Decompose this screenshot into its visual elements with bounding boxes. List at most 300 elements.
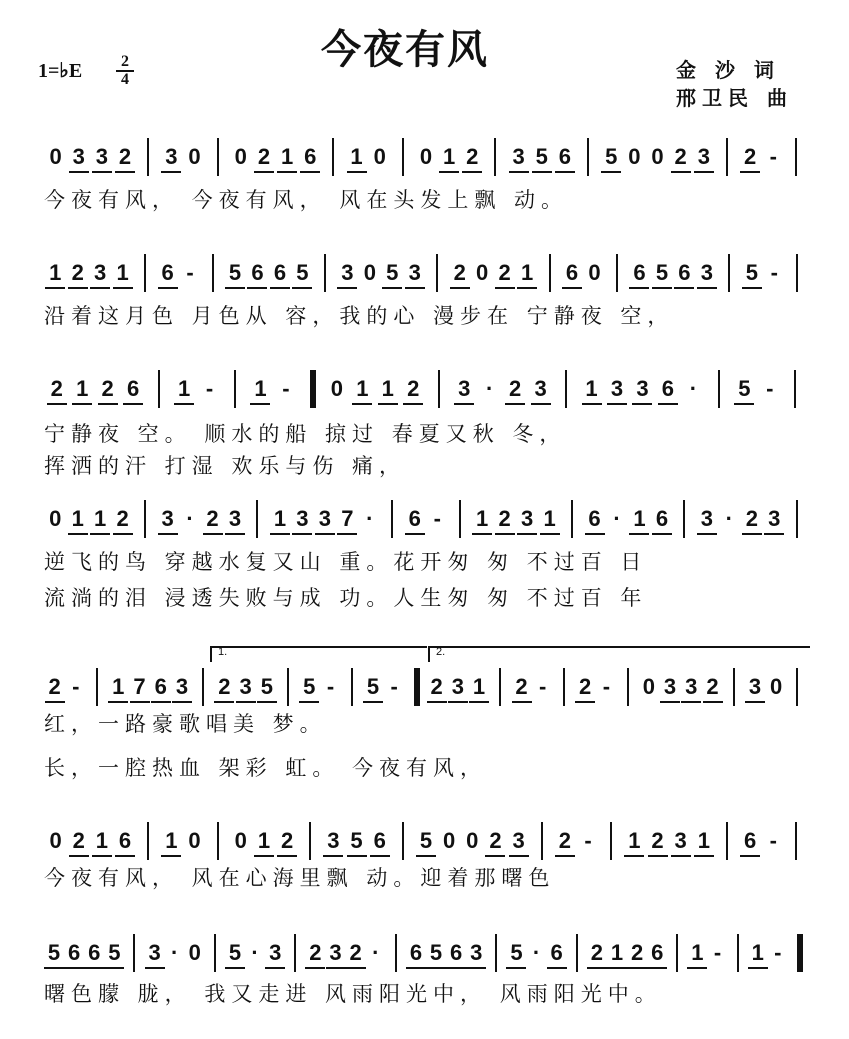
note: 3: [534, 376, 547, 401]
beam-underline: [540, 533, 560, 535]
volta-first-label: 1.: [218, 646, 228, 658]
note: 6: [450, 940, 463, 965]
beam-underline: [203, 533, 223, 535]
lyric-line: 曙色朦 胧， 我又走进 风雨阳光中， 风雨阳光中。: [44, 982, 662, 1006]
beam-underline: [506, 967, 526, 969]
barline: [147, 138, 149, 176]
barline: [796, 500, 798, 538]
beam-underline: [575, 701, 595, 703]
note: 1: [49, 260, 62, 285]
barline: [459, 500, 461, 538]
note: 1: [273, 506, 287, 531]
barline: [610, 822, 612, 860]
beam-underline: [703, 701, 723, 703]
note: 1: [691, 940, 704, 965]
note: -: [584, 828, 592, 853]
note: 1: [443, 144, 456, 169]
note: 3: [269, 940, 282, 965]
note: 7: [133, 674, 146, 699]
barline: [391, 500, 393, 538]
note: -: [390, 674, 398, 699]
note: 2: [489, 828, 502, 853]
note: 5: [535, 144, 548, 169]
beam-underline: [382, 287, 402, 289]
barline: [324, 254, 326, 292]
note: 6: [251, 260, 264, 285]
music-line: [40, 254, 815, 294]
note: -: [282, 376, 290, 401]
note: 3: [520, 506, 534, 531]
beam-underline: [454, 403, 474, 405]
lyric-line: 宁静夜 空。 顺水的船 掠过 春夏又秋 冬，: [44, 422, 567, 446]
note: -: [326, 674, 335, 699]
beam-underline: [658, 403, 678, 405]
note: 1: [476, 506, 489, 531]
barline: [576, 934, 578, 972]
note: 2: [118, 144, 132, 169]
note: 1: [116, 260, 129, 285]
beam-underline: [254, 855, 274, 857]
composer-credit: 邢卫民 曲: [676, 86, 793, 110]
note: 3: [451, 674, 464, 699]
note: 5: [260, 674, 273, 699]
beam-underline: [44, 967, 64, 969]
note: 6: [154, 674, 167, 699]
beam-underline: [697, 287, 717, 289]
beam-underline: [547, 967, 567, 969]
note: 3: [148, 940, 161, 965]
beam-underline: [405, 533, 425, 535]
note: 3: [663, 674, 677, 699]
note: 6: [304, 144, 317, 169]
barline: [256, 500, 258, 538]
barline: [402, 138, 404, 176]
beam-underline: [158, 287, 178, 289]
beam-underline: [439, 171, 459, 173]
beam-underline: [485, 855, 505, 857]
note: 1: [751, 940, 764, 965]
note: 2: [630, 940, 644, 965]
beam-underline: [98, 403, 118, 405]
beam-underline: [161, 171, 181, 173]
note: 2: [218, 674, 231, 699]
note: 6: [118, 828, 132, 853]
beam-underline: [270, 287, 290, 289]
note: -: [770, 260, 778, 285]
note: 2: [407, 376, 420, 401]
note: 1: [177, 376, 191, 401]
note: 0: [234, 828, 247, 853]
music-line: [40, 934, 815, 974]
note: 1: [112, 674, 125, 699]
beam-underline: [764, 533, 784, 535]
barline: [309, 822, 311, 860]
note: 3: [512, 828, 525, 853]
note: 0: [642, 674, 655, 699]
note: 2: [590, 940, 604, 965]
beam-underline: [671, 855, 691, 857]
note: 0: [49, 828, 62, 853]
note: 2: [579, 674, 592, 699]
note: 6: [633, 260, 646, 285]
barline: [144, 254, 146, 292]
beam-underline: [158, 533, 178, 535]
note: 3: [94, 260, 107, 285]
time-signature-top: 2: [116, 54, 134, 72]
barline: [217, 822, 219, 860]
beam-underline: [555, 855, 575, 857]
beam-underline: [69, 171, 89, 173]
beam-underline: [462, 171, 482, 173]
music-line: [40, 646, 815, 708]
barline: [436, 254, 438, 292]
barline: [214, 934, 216, 972]
beam-underline: [652, 287, 672, 289]
note: 2: [466, 144, 479, 169]
note: 0: [466, 828, 479, 853]
note: -: [433, 506, 441, 531]
note: 0: [476, 260, 489, 285]
lyricist-credit: 金 沙 词: [676, 58, 780, 82]
beam-underline: [292, 533, 312, 535]
note: 6: [68, 940, 81, 965]
beam-underline: [405, 287, 425, 289]
note: 6: [651, 940, 664, 965]
note: 0: [651, 144, 664, 169]
barline: [499, 668, 501, 706]
note: 2: [72, 828, 85, 853]
note: 5: [655, 260, 669, 285]
note: 2: [349, 940, 362, 965]
beam-underline: [145, 967, 165, 969]
barline: [565, 370, 567, 408]
note: 1: [543, 506, 556, 531]
note: 1: [280, 144, 294, 169]
barline: [616, 254, 618, 292]
lyric-line: 今夜有风， 风在心海里飘 动。迎着那曙色: [44, 866, 556, 890]
beam-underline: [748, 967, 768, 969]
barline: [571, 500, 573, 538]
note: ·: [613, 506, 621, 531]
note: 6: [373, 828, 386, 853]
beam-underline: [347, 855, 367, 857]
beam-underline: [694, 855, 714, 857]
note: 0: [188, 144, 201, 169]
barline: [202, 668, 204, 706]
lyric-line: 今夜有风， 今夜有风， 风在头发上飘 动。: [44, 188, 569, 212]
beam-underline: [694, 171, 714, 173]
note: 2: [453, 260, 466, 285]
note: 5: [745, 260, 758, 285]
music-line: [40, 822, 815, 862]
music-line: [40, 500, 815, 540]
barline: [351, 668, 353, 706]
note: 1: [257, 828, 271, 853]
note: 5: [303, 674, 316, 699]
barline: [217, 138, 219, 176]
beam-underline: [585, 533, 605, 535]
note: 3: [239, 674, 252, 699]
note: 5: [108, 940, 121, 965]
beam-underline: [469, 701, 489, 703]
barline: [796, 254, 798, 292]
note: 2: [706, 674, 719, 699]
key-signature: 1=♭E: [38, 60, 83, 82]
beam-underline: [326, 967, 346, 969]
beam-underline: [45, 701, 65, 703]
beam-underline: [512, 701, 532, 703]
note: 0: [49, 506, 62, 531]
beam-underline: [562, 287, 582, 289]
music-line: [40, 138, 815, 178]
note: 6: [550, 940, 563, 965]
barline: [676, 934, 678, 972]
note: 2: [101, 376, 114, 401]
note: 3: [329, 940, 342, 965]
note: ·: [485, 376, 494, 401]
note: 1: [697, 828, 710, 853]
note: 0: [363, 260, 376, 285]
beam-underline: [115, 855, 135, 857]
beam-underline: [130, 701, 150, 703]
note: 0: [49, 144, 62, 169]
barline: [728, 254, 730, 292]
note: -: [769, 828, 777, 853]
barline: [294, 934, 296, 972]
beam-underline: [427, 701, 447, 703]
note: 1: [94, 506, 107, 531]
beam-underline: [225, 287, 245, 289]
repeat-start-barline: [310, 370, 316, 408]
note: 3: [341, 260, 354, 285]
beam-underline: [742, 533, 762, 535]
note: -: [205, 376, 214, 401]
note: 3: [95, 144, 108, 169]
beam-underline: [629, 287, 649, 289]
note: 6: [655, 506, 669, 531]
beam-underline: [416, 855, 436, 857]
beam-underline: [277, 855, 297, 857]
beam-underline: [90, 287, 110, 289]
beam-underline: [740, 171, 760, 173]
beam-underline: [495, 287, 515, 289]
beam-underline: [92, 855, 112, 857]
note: 2: [745, 506, 758, 531]
beam-underline: [629, 533, 649, 535]
note: 6: [678, 260, 691, 285]
note: -: [713, 940, 722, 965]
beam-underline: [225, 533, 245, 535]
barline: [795, 138, 797, 176]
beam-underline: [113, 533, 133, 535]
barline: [795, 822, 797, 860]
note: 2: [509, 376, 522, 401]
note: 2: [515, 674, 528, 699]
beam-underline: [687, 967, 707, 969]
note: 3: [318, 506, 331, 531]
beam-underline: [108, 701, 128, 703]
beam-underline: [174, 403, 194, 405]
note: 1: [520, 260, 534, 285]
note: 7: [341, 506, 354, 531]
note: 3: [636, 376, 649, 401]
note: 0: [588, 260, 601, 285]
time-signature-bottom: 4: [121, 71, 129, 88]
beam-underline: [277, 171, 297, 173]
barline: [158, 370, 160, 408]
note: 0: [770, 674, 783, 699]
barline: [627, 668, 629, 706]
beam-underline: [740, 855, 760, 857]
note: 3: [512, 144, 525, 169]
note: 5: [419, 828, 433, 853]
note: -: [769, 144, 777, 169]
barline: [147, 822, 149, 860]
beam-underline: [352, 403, 372, 405]
beam-underline: [674, 287, 694, 289]
barline: [133, 934, 135, 972]
note: 2: [71, 260, 84, 285]
note: 5: [510, 940, 523, 965]
note: 2: [558, 828, 572, 853]
beam-underline: [531, 403, 551, 405]
beam-underline: [745, 701, 765, 703]
note: 1: [76, 376, 89, 401]
barline: [495, 934, 497, 972]
barline: [287, 668, 289, 706]
beam-underline: [250, 403, 270, 405]
note: 0: [188, 828, 201, 853]
note: 2: [498, 260, 511, 285]
beam-underline: [426, 967, 446, 969]
barline: [794, 370, 796, 408]
barline: [144, 500, 146, 538]
beam-underline: [517, 287, 537, 289]
note: 6: [88, 940, 101, 965]
volta-second-ending: [428, 646, 810, 662]
beam-underline: [47, 403, 67, 405]
barline: [438, 370, 440, 408]
barline: [733, 668, 735, 706]
beam-underline: [734, 403, 754, 405]
beam-underline: [648, 855, 668, 857]
beam-underline: [632, 403, 652, 405]
note: -: [186, 260, 194, 285]
note: 3: [470, 940, 483, 965]
note: 5: [296, 260, 309, 285]
note: 0: [234, 144, 247, 169]
song-title: 今夜有风: [321, 26, 489, 73]
beam-underline: [84, 967, 104, 969]
note: 6: [558, 144, 572, 169]
beam-underline: [123, 403, 143, 405]
note: 1: [356, 376, 369, 401]
beam-underline: [292, 287, 312, 289]
note: 3: [327, 828, 340, 853]
beam-underline: [305, 967, 325, 969]
beam-underline: [225, 967, 245, 969]
note: 2: [674, 144, 687, 169]
lyric-line: 红，一路豪歌唱美 梦。: [44, 712, 327, 736]
beam-underline: [509, 171, 529, 173]
barline: [402, 822, 404, 860]
volta-first-ending: [210, 646, 427, 662]
note: ·: [725, 506, 733, 531]
note: 3: [610, 376, 624, 401]
music-line: [40, 370, 815, 410]
beam-underline: [113, 287, 133, 289]
beam-underline: [587, 967, 607, 969]
beam-underline: [652, 533, 672, 535]
beam-underline: [236, 701, 256, 703]
note: 5: [605, 144, 618, 169]
note: 1: [95, 828, 108, 853]
note: 1: [71, 506, 84, 531]
note: 0: [188, 940, 201, 965]
beam-underline: [370, 855, 390, 857]
note: 1: [165, 828, 178, 853]
beam-underline: [403, 403, 423, 405]
note: 2: [430, 674, 443, 699]
note: 5: [228, 260, 242, 285]
barline: [683, 500, 685, 538]
time-signature: [116, 54, 134, 88]
volta-second-label: 2.: [436, 646, 446, 658]
note: 6: [565, 260, 579, 285]
beam-underline: [270, 533, 290, 535]
beam-underline: [151, 701, 171, 703]
barline: [234, 370, 236, 408]
beam-underline: [299, 701, 319, 703]
note: 6: [273, 260, 287, 285]
note: 0: [373, 144, 386, 169]
note: ·: [251, 940, 259, 965]
beam-underline: [247, 287, 267, 289]
beam-underline: [172, 701, 192, 703]
barline: [726, 822, 728, 860]
beam-underline: [742, 287, 762, 289]
beam-underline: [323, 855, 343, 857]
note: 3: [700, 260, 713, 285]
note: 3: [228, 506, 242, 531]
note: 2: [50, 376, 63, 401]
note: ·: [372, 940, 380, 965]
beam-underline: [72, 403, 92, 405]
beam-underline: [697, 533, 717, 535]
note: -: [774, 940, 782, 965]
note: 3: [748, 674, 762, 699]
note: 3: [165, 144, 178, 169]
barline: [395, 934, 397, 972]
beam-underline: [45, 287, 65, 289]
note: 2: [651, 828, 664, 853]
final-barline: [797, 934, 803, 972]
note: 1: [610, 940, 624, 965]
note: 3: [161, 506, 174, 531]
beam-underline: [607, 403, 627, 405]
beam-underline: [660, 701, 680, 703]
beam-underline: [406, 967, 426, 969]
beam-underline: [115, 171, 135, 173]
beam-underline: [446, 967, 466, 969]
beam-underline: [68, 287, 88, 289]
beam-underline: [254, 171, 274, 173]
barline: [737, 934, 739, 972]
beam-underline: [607, 967, 627, 969]
beam-underline: [68, 533, 88, 535]
note: 5: [738, 376, 751, 401]
note: 6: [588, 506, 601, 531]
